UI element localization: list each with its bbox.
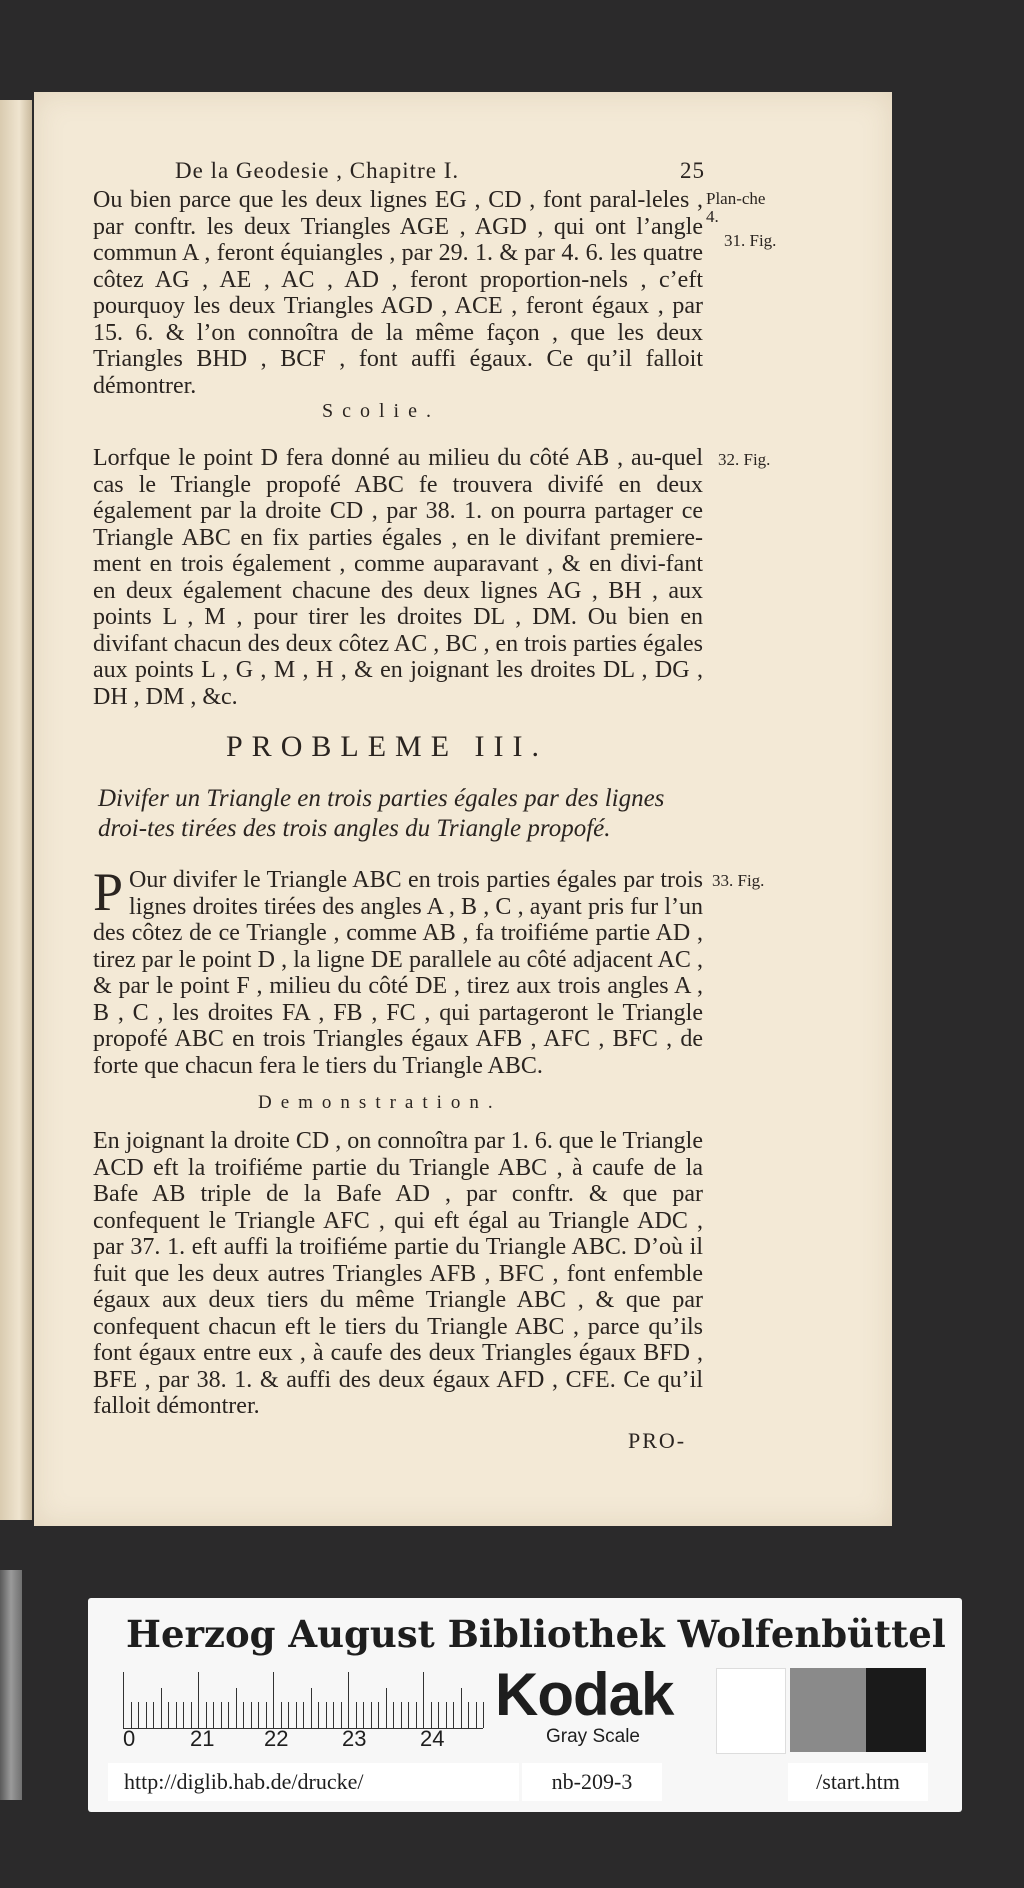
ruler-tick (401, 1702, 402, 1728)
margin-note-fig32: 32. Fig. (718, 450, 771, 469)
ruler-tick (371, 1702, 372, 1728)
ruler-tick (311, 1688, 312, 1728)
margin-note-plate: Plan-che 4. (706, 189, 766, 226)
start-path: /start.htm (788, 1763, 928, 1801)
ruler-tick (146, 1702, 147, 1728)
ruler-tick (453, 1702, 454, 1728)
ruler-tick (161, 1688, 162, 1728)
paragraph-2: Lorfque le point D fera donné au milieu du côté AB , au-quel cas le Triangle propofé ABC fe trouvera divifé en deux également par la droite CD , par 38. 1. on pourra partager ce Triangle ABC en fix parties égales , en le divifant premiere-ment en trois également , comme auparavant , & en divi-fant en deux également chacune des deux lignes AG , BH , aux points L , M , pour tirer les droites DL , DM. Ou bien en divifant chacun des deux côtez AC , BC , en trois parties égales aux points L , G , M , H , & en joignant les droites DL , DG , DH , DM , &c. (93, 445, 703, 710)
ruler-tick (483, 1702, 484, 1728)
ruler-label: 21 (190, 1726, 215, 1751)
ruler-tick (416, 1702, 417, 1728)
ruler-tick (281, 1702, 282, 1728)
ruler-tick (326, 1702, 327, 1728)
ruler-tick (356, 1702, 357, 1728)
ruler-tick (348, 1672, 349, 1728)
ruler-tick (198, 1672, 199, 1728)
ruler-tick (138, 1702, 139, 1728)
ruler-tick (213, 1702, 214, 1728)
ruler-label: 24 (420, 1726, 445, 1751)
running-head-title: De la Geodesie , Chapitre I. (175, 158, 460, 183)
ruler-tick (303, 1702, 304, 1728)
ruler-tick (288, 1702, 289, 1728)
ruler-label: 22 (264, 1726, 289, 1751)
ruler-tick (408, 1702, 409, 1728)
url-text: http://diglib.hab.de/drucke/ (108, 1763, 519, 1801)
ruler-tick (461, 1688, 462, 1728)
ruler-tick (243, 1702, 244, 1728)
ruler-tick (378, 1702, 379, 1728)
ruler-tick (476, 1702, 477, 1728)
catchword: PRO- (628, 1428, 687, 1453)
ruler-tick (341, 1702, 342, 1728)
paragraph-3 (93, 862, 703, 1079)
swatch-white (716, 1668, 786, 1754)
library-name: Herzog August Bibliothek Wolfenbüttel (126, 1612, 946, 1656)
paragraph-1: Ou bien parce que les deux lignes EG , CD , font paral-leles , par conftr. les deux Triangles AGE , AGD , qui ont l’angle commun A , feront équiangles , par 29. 1. & par 4. 6. les quatre côtez AG , AE , AC , AD , feront proportion-nels , c’eft pourquoy les deux Triangles AGD , ACE , feront égaux , par 15. 6. & l’on connoîtra de la même façon , que les deux Triangles BHD , BCF , font auffi égaux. Ce qu’il falloit démontrer. (93, 187, 703, 399)
color-reference-card (88, 1598, 962, 1812)
swatch-black (866, 1668, 926, 1752)
demonstration-heading: Demonstration. (258, 1092, 502, 1113)
shelfmark: nb-209-3 (522, 1763, 662, 1801)
ruler-tick (318, 1702, 319, 1728)
ruler-tick (393, 1702, 394, 1728)
gray-scale-label: Gray Scale (546, 1726, 640, 1747)
scolie-heading: Scolie. (322, 400, 440, 422)
swatch-gray (790, 1668, 866, 1752)
ruler-tick (206, 1702, 207, 1728)
ruler-tick (251, 1702, 252, 1728)
ruler-tick (221, 1702, 222, 1728)
ruler-tick (446, 1702, 447, 1728)
ruler-tick (273, 1672, 274, 1728)
ruler-tick (131, 1702, 132, 1728)
ruler-tick (258, 1702, 259, 1728)
ruler-tick (438, 1702, 439, 1728)
ruler-tick (333, 1702, 334, 1728)
ruler-tick (296, 1702, 297, 1728)
page-number: 25 (680, 158, 705, 183)
probleme-title: Divifer un Triangle en trois parties égales par des lignes droi-tes tirées des trois angles du Triangle propofé. (98, 785, 665, 842)
probleme-heading: PROBLEME III. (226, 730, 548, 763)
binding-edge (0, 1570, 22, 1800)
ruler-tick (423, 1672, 424, 1728)
margin-note-fig31: 31. Fig. (724, 231, 777, 250)
ruler-tick (363, 1702, 364, 1728)
ruler-tick (168, 1702, 169, 1728)
ruler-tick (123, 1672, 124, 1728)
running-head (175, 158, 705, 184)
paragraph-4: En joignant la droite CD , on connoîtra par 1. 6. que le Triangle ACD eft la troifiéme partie du Triangle ABC , à caufe de la Bafe AB triple de la Bafe AD , par conftr. & que par confequent le Triangle AFC , qui eft égal au Triangle ADC , par 37. 1. eft auffi la troifiéme partie du Triangle ABC. D’où il fuit que les deux autres Triangles AFB , BFC , font enfemble égaux aux deux tiers du même Triangle ABC , & que par confequent chacun eft le tiers du Triangle ABC , parce qu’ils font égaux entre eux , à caufe des deux Triangles égaux BFD , BFE , par 38. 1. & auffi des deux égaux AFD , CFE. Ce qu’il falloit démontrer. (93, 1128, 703, 1419)
ruler-tick (228, 1702, 229, 1728)
ruler-tick (468, 1702, 469, 1728)
ruler-tick (183, 1702, 184, 1728)
ruler-tick (431, 1702, 432, 1728)
ruler-tick (191, 1702, 192, 1728)
ruler (123, 1668, 483, 1729)
ruler-tick (176, 1702, 177, 1728)
ruler-tick (386, 1688, 387, 1728)
ruler-tick (236, 1688, 237, 1728)
kodak-logo: Kodak (495, 1661, 674, 1728)
paragraph-3-body: Our divifer le Triangle ABC en trois parties égales par trois lignes droites tirées des angles A , B , C , ayant pris fur l’un des côtez de ce Triangle , comme AB , fa troifiéme partie AD , tirez par le point D , la ligne DE parallele au côté adjacent AC , & par le point F , milieu du côté DE , tirez aux trois angles A , B , C , les droites FA , FB , FC , qui partageront le Triangle propofé ABC en trois Triangles égaux AFB , AFC , BFC , de forte que chacun fera le tiers du Triangle ABC. (93, 867, 703, 1079)
ruler-label: 0 (123, 1726, 136, 1751)
margin-note-fig33: 33. Fig. (712, 871, 765, 890)
adjacent-page-edge (0, 100, 32, 1520)
drop-cap: P (93, 862, 124, 922)
ruler-tick (153, 1702, 154, 1728)
ruler-tick (266, 1702, 267, 1728)
ruler-label: 23 (342, 1726, 367, 1751)
